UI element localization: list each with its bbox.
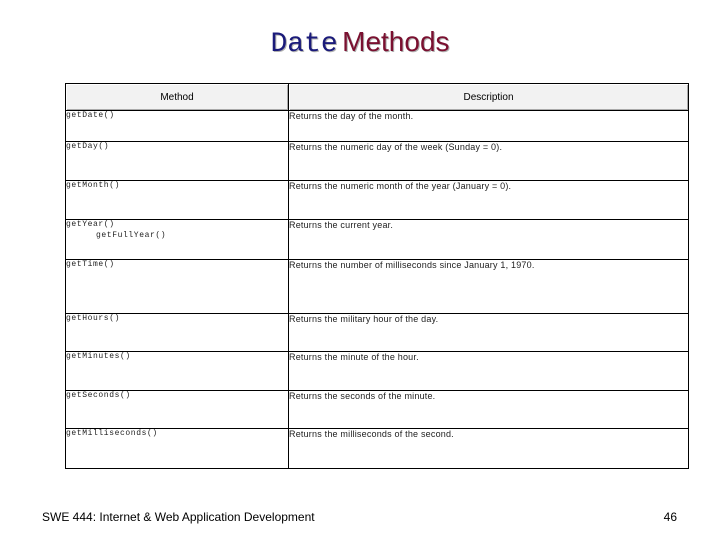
method-description: Returns the number of milliseconds since January 1, 1970. [289,260,689,314]
table-row [66,111,689,142]
footer-page-number: 46 [663,510,677,524]
method-name-alt: getFullYear() [96,231,167,240]
table-row [66,391,689,429]
method-description: Returns the military hour of the day. [289,314,689,352]
method-description: Returns the numeric day of the week (Sunday = 0). [289,142,689,181]
table-row [66,352,689,391]
table-header-row [66,84,689,111]
table-row [66,220,689,260]
method-description: Returns the day of the month. [289,111,689,142]
method-name: getMinutes() [66,352,289,391]
table-row [66,260,689,314]
method-name-cell [66,220,289,260]
description-column-header: Description [289,84,689,111]
title-code-part: Date [270,29,338,60]
table-row [66,181,689,220]
title-text-part: Methods [342,26,450,57]
table-row [66,142,689,181]
slide-title [0,26,720,60]
method-description: Returns the seconds of the minute. [289,391,689,429]
method-description: Returns the minute of the hour. [289,352,689,391]
method-column-header: Method [66,84,289,111]
date-methods-table [65,83,689,469]
footer-course-title: SWE 444: Internet & Web Application Development [42,510,315,524]
method-name: getTime() [66,260,289,314]
table-row [66,429,689,469]
table-row [66,314,689,352]
method-name: getDay() [66,142,289,181]
method-name: getDate() [66,111,289,142]
method-description: Returns the milliseconds of the second. [289,429,689,469]
method-name: getMilliseconds() [66,429,289,469]
method-description: Returns the current year. [289,220,689,260]
method-description: Returns the numeric month of the year (January = 0). [289,181,689,220]
method-name: getSeconds() [66,391,289,429]
method-name: getHours() [66,314,289,352]
method-name: getYear() [66,220,115,229]
method-name: getMonth() [66,181,289,220]
